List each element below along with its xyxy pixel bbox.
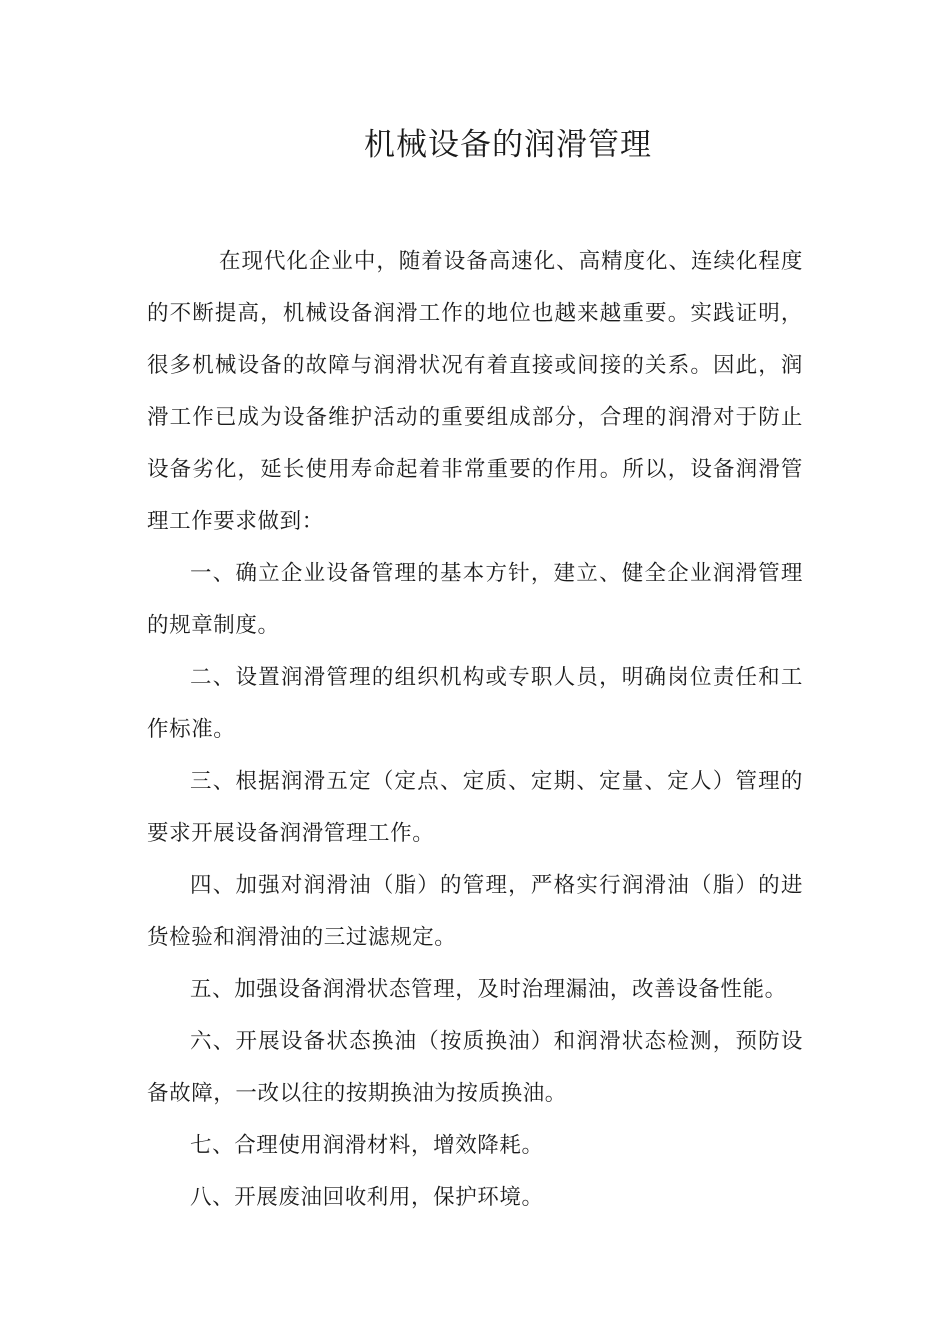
requirement-item-4: 四、加强对润滑油（脂）的管理，严格实行润滑油（脂）的进货检验和润滑油的三过滤规定。 (147, 873, 803, 950)
document-title: 机械设备的润滑管理 (364, 127, 652, 163)
requirement-item-1: 一、确立企业设备管理的基本方针，建立、健全企业润滑管理的规章制度。 (147, 561, 803, 638)
requirement-item-5: 五、加强设备润滑状态管理，及时治理漏油，改善设备性能。 (190, 977, 787, 1002)
requirement-item-7: 七、合理使用润滑材料，增效降耗。 (190, 1133, 544, 1158)
requirement-item-3: 三、根据润滑五定（定点、定质、定期、定量、定人）管理的要求开展设备润滑管理工作。 (147, 769, 803, 846)
requirement-item-6: 六、开展设备状态换油（按质换油）和润滑状态检测，预防设备故障，一改以往的按期换油为按质换油。 (147, 1029, 803, 1106)
requirement-item-8: 八、开展废油回收利用，保护环境。 (190, 1185, 544, 1210)
intro-paragraph: 在现代化企业中，随着设备高速化、高精度化、连续化程度的不断提高，机械设备润滑工作的地位也越来越重要。实践证明，很多机械设备的故障与润滑状况有着直接或间接的关系。因此，润滑工作已成为设备维护活动的重要组成部分，合理的润滑对于防止设备劣化，延长使用寿命起着非常重要的作用。所以，设备润滑管理工作要求做到： (147, 249, 803, 534)
document-body (147, 236, 803, 1224)
requirement-item-2: 二、设置润滑管理的组织机构或专职人员，明确岗位责任和工作标准。 (147, 665, 803, 742)
